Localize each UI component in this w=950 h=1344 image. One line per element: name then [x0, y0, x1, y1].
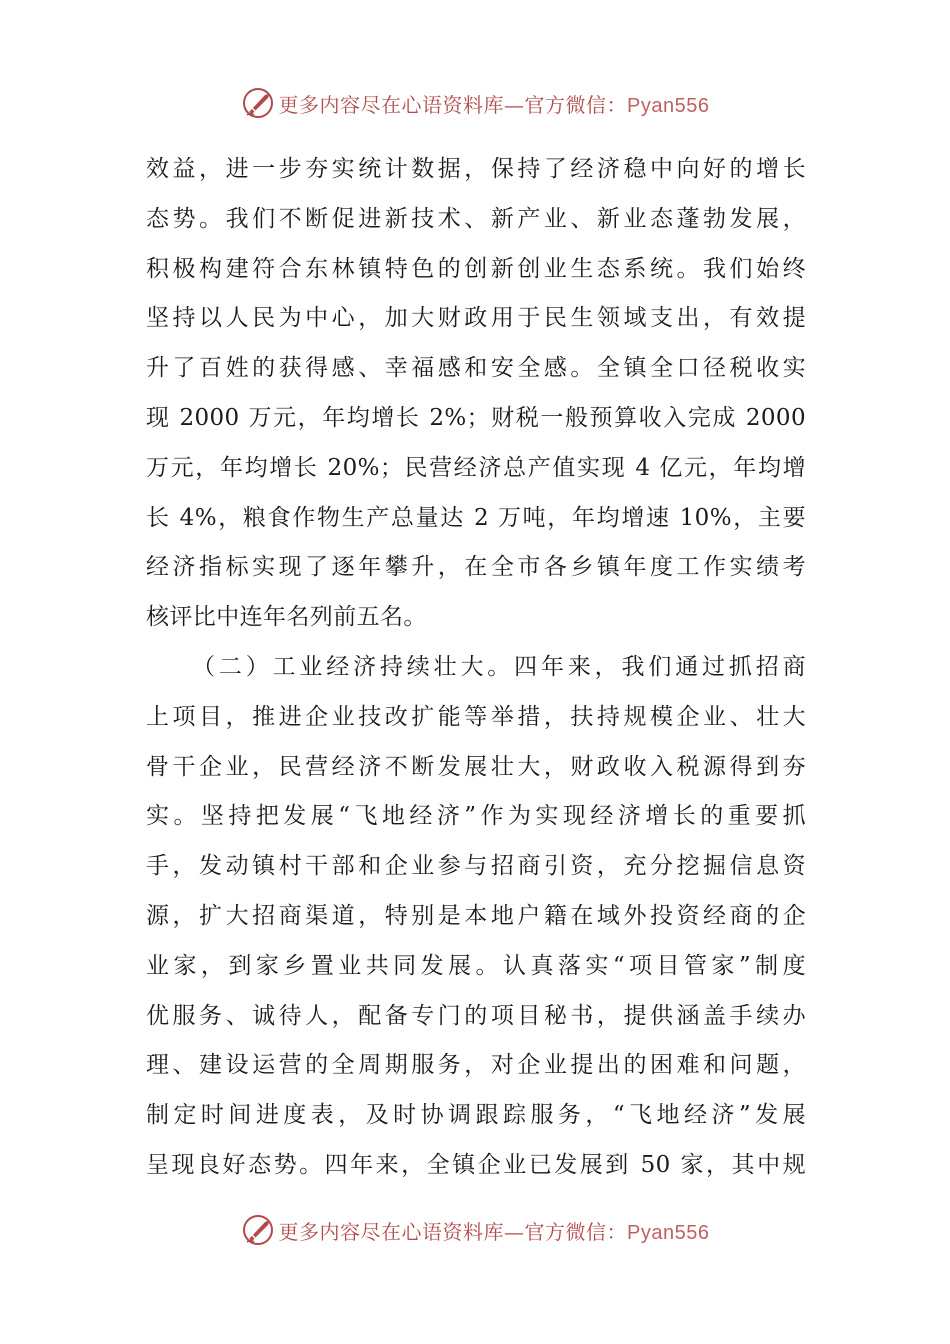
text-line: 长 4%，粮食作物生产总量达 2 万吨，年均增速 10%，主要 — [146, 504, 806, 531]
text-line: 理、建设运营的全周期服务，对企业提出的困难和问题， — [146, 1052, 806, 1079]
watermark-slogan: 更多内容尽在心语资料库 — [278, 1219, 505, 1244]
body-text — [146, 145, 806, 1191]
quill-logo-icon — [241, 86, 275, 120]
text-line: 升了百姓的获得感、幸福感和安全感。全镇全口径税收实 — [146, 355, 806, 382]
text-line: 呈现良好态势。四年来，全镇企业已发展到 50 家，其中规 — [146, 1151, 806, 1178]
text-line: 手，发动镇村干部和企业参与招商引资，充分挖掘信息资 — [146, 853, 806, 880]
quill-logo-icon — [241, 1213, 275, 1247]
text-line: 万元，年均增长 20%；民营经济总产值实现 4 亿元，年均增 — [146, 454, 806, 481]
text-line: 效益，进一步夯实统计数据，保持了经济稳中向好的增长 — [146, 156, 806, 182]
text-line: 制定时间进度表，及时协调跟踪服务，“飞地经济”发展 — [146, 1102, 806, 1129]
watermark-wechat-id: Pyan556 — [627, 1221, 710, 1244]
text-line: 积极构建符合东林镇特色的创新创业生态系统。我们始终 — [146, 255, 806, 282]
text-line: 上项目，推进企业技改扩能等举措，扶持规模企业、壮大 — [146, 703, 806, 730]
watermark-official-label: 官方微信： — [524, 92, 628, 117]
text-line: 现 2000 万元，年均增长 2%；财税一般预算收入完成 2000 — [146, 404, 806, 431]
text-line: 优服务、诚待人，配备专门的项目秘书，提供涵盖手续办 — [146, 1002, 806, 1029]
watermark-dash: — — [504, 92, 525, 117]
text-line: 坚持以人民为中心，加大财政用于民生领域支出，有效提 — [146, 305, 806, 332]
watermark-text — [279, 1216, 710, 1245]
text-line: 实。坚持把发展“飞地经济”作为实现经济增长的重要抓 — [146, 803, 806, 830]
text-line: 骨干企业，民营经济不断发展壮大，财政收入税源得到夯 — [146, 753, 806, 780]
watermark-official-label: 官方微信： — [524, 1219, 628, 1244]
watermark-text — [279, 89, 710, 118]
footer-watermark — [0, 1210, 950, 1250]
watermark-wechat-id: Pyan556 — [627, 94, 710, 117]
text-line: 态势。我们不断促进新技术、新产业、新业态蓬勃发展， — [146, 205, 806, 232]
watermark-slogan: 更多内容尽在心语资料库 — [278, 92, 505, 117]
text-line: 源，扩大招商渠道，特别是本地户籍在域外投资经商的企 — [146, 902, 806, 929]
section-heading-line: （二）工业经济持续壮大。四年来，我们通过抓招商 — [192, 653, 806, 680]
header-watermark — [0, 83, 950, 123]
text-line: 业家，到家乡置业共同发展。认真落实“项目管家”制度 — [146, 952, 806, 979]
text-line: 经济指标实现了逐年攀升，在全市各乡镇年度工作实绩考 — [146, 554, 806, 581]
watermark-dash: — — [504, 1219, 525, 1244]
text-line: 核评比中连年名列前五名。 — [146, 604, 427, 631]
